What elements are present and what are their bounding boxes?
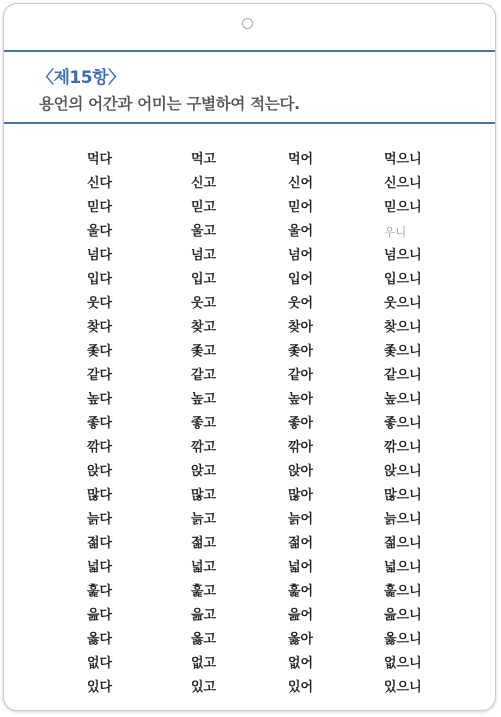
table-row [4,244,495,268]
table-row [4,580,495,604]
conjugation-cell: 깎고 [191,440,217,455]
conjugation-cell: 넓어 [288,560,314,575]
table-row [4,340,495,364]
conjugation-cell: 좋고 [191,416,217,431]
table-row [4,196,495,220]
conjugation-cell: 입고 [191,272,217,287]
header-bottom-rule [4,122,495,124]
conjugation-cell: 울어 [288,224,314,239]
conjugation-cell: 젊다 [87,536,113,551]
conjugation-cell: 넓고 [191,560,217,575]
table-row [4,484,495,508]
table-row [4,604,495,628]
conjugation-cell: 깎아 [288,440,314,455]
table-row [4,412,495,436]
conjugation-cell: 앉으니 [384,464,422,479]
conjugation-cell: 늙어 [288,512,314,527]
conjugation-cell: 있고 [191,680,217,695]
conjugation-cell: 높다 [87,392,113,407]
conjugation-cell: 높으니 [384,392,422,407]
conjugation-cell: 울다 [87,224,113,239]
conjugation-cell: 많고 [191,488,217,503]
conjugation-cell: 깎다 [87,440,113,455]
conjugation-cell: 신으니 [384,176,422,191]
conjugation-cell: 신어 [288,176,314,191]
conjugation-cell: 높고 [191,392,217,407]
conjugation-cell: 높아 [288,392,314,407]
conjugation-cell: 옳아 [288,632,314,647]
conjugation-cell: 먹어 [288,152,314,167]
conjugation-cell: 신고 [191,176,217,191]
table-row [4,148,495,172]
conjugation-cell: 많으니 [384,488,422,503]
conjugation-cell: 옳으니 [384,632,422,647]
conjugation-cell: 없고 [191,656,217,671]
conjugation-cell: 없어 [288,656,314,671]
conjugation-cell: 앉다 [87,464,113,479]
table-row [4,508,495,532]
conjugation-table [4,148,495,700]
conjugation-cell: 좇고 [191,344,217,359]
document-card [3,3,496,711]
table-row [4,388,495,412]
conjugation-cell: 젊으니 [384,536,422,551]
table-row [4,556,495,580]
conjugation-cell: 울고 [191,224,217,239]
conjugation-cell: 입어 [288,272,314,287]
conjugation-cell: 먹으니 [384,152,422,167]
conjugation-cell: 없다 [87,656,113,671]
conjugation-cell: 늙고 [191,512,217,527]
conjugation-cell: 같고 [191,368,217,383]
conjugation-cell: 입다 [87,272,113,287]
table-row [4,628,495,652]
conjugation-cell: 읊고 [191,608,217,623]
header-top-rule [4,50,495,52]
binder-hole [242,18,253,29]
conjugation-cell: 앉고 [191,464,217,479]
conjugation-cell: 좇아 [288,344,314,359]
conjugation-cell: 찾고 [191,320,217,335]
conjugation-cell: 읊어 [288,608,314,623]
conjugation-cell: 없으니 [384,656,422,671]
conjugation-cell: 늙다 [87,512,113,527]
conjugation-cell: 많다 [87,488,113,503]
conjugation-cell: 넘고 [191,248,217,263]
table-row [4,220,495,244]
conjugation-cell: 입으니 [384,272,422,287]
conjugation-cell: 있으니 [384,680,422,695]
conjugation-cell: 훑다 [87,584,113,599]
section-title: 〈제15항〉 [37,68,125,88]
table-row [4,268,495,292]
table-row [4,532,495,556]
conjugation-cell: 좋다 [87,416,113,431]
conjugation-cell: 읊다 [87,608,113,623]
conjugation-cell: 좋으니 [384,416,422,431]
conjugation-cell: 훑고 [191,584,217,599]
conjugation-cell: 신다 [87,176,113,191]
table-row [4,316,495,340]
conjugation-cell: 많아 [288,488,314,503]
conjugation-cell: 믿으니 [384,200,422,215]
conjugation-cell: 우니 [384,225,407,239]
conjugation-cell: 웃으니 [384,296,422,311]
table-row [4,460,495,484]
conjugation-cell: 같아 [288,368,314,383]
conjugation-cell: 좇다 [87,344,113,359]
conjugation-cell: 먹다 [87,152,113,167]
section-rule-text: 용언의 어간과 어미는 구별하여 적는다. [39,95,300,113]
conjugation-cell: 앉아 [288,464,314,479]
table-row [4,292,495,316]
table-row [4,172,495,196]
conjugation-cell: 웃어 [288,296,314,311]
conjugation-cell: 넘다 [87,248,113,263]
conjugation-cell: 같다 [87,368,113,383]
conjugation-cell: 웃다 [87,296,113,311]
conjugation-cell: 믿다 [87,200,113,215]
conjugation-cell: 훑어 [288,584,314,599]
conjugation-cell: 웃고 [191,296,217,311]
conjugation-cell: 찾으니 [384,320,422,335]
conjugation-cell: 넘으니 [384,248,422,263]
conjugation-cell: 있어 [288,680,314,695]
table-row [4,676,495,700]
conjugation-cell: 넘어 [288,248,314,263]
conjugation-cell: 넓으니 [384,560,422,575]
table-row [4,652,495,676]
conjugation-cell: 읊으니 [384,608,422,623]
conjugation-cell: 늙으니 [384,512,422,527]
conjugation-cell: 훑으니 [384,584,422,599]
conjugation-cell: 믿어 [288,200,314,215]
conjugation-cell: 먹고 [191,152,217,167]
table-row [4,436,495,460]
conjugation-cell: 있다 [87,680,113,695]
conjugation-cell: 찾다 [87,320,113,335]
conjugation-cell: 같으니 [384,368,422,383]
conjugation-cell: 옳다 [87,632,113,647]
conjugation-cell: 좇으니 [384,344,422,359]
table-row [4,364,495,388]
conjugation-cell: 젊고 [191,536,217,551]
conjugation-cell: 깎으니 [384,440,422,455]
conjugation-cell: 찾아 [288,320,314,335]
conjugation-cell: 옳고 [191,632,217,647]
conjugation-cell: 좋아 [288,416,314,431]
conjugation-cell: 믿고 [191,200,217,215]
conjugation-cell: 넓다 [87,560,113,575]
conjugation-cell: 젊어 [288,536,314,551]
